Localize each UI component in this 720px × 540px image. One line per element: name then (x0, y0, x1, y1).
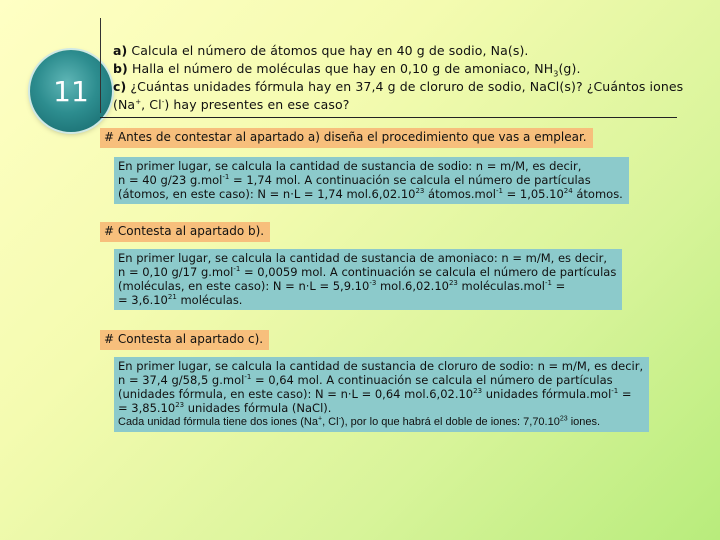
horizontal-divider (100, 117, 677, 118)
question-a: a) Calcula el número de átomos que hay en 40 g de sodio, Na(s). (113, 43, 529, 58)
answer-b: En primer lugar, se calcula la cantidad de sustancia de amoniaco: n = m/M, es decir, n = 0,10 g/17 g.mol$^{-1}$ = 0,0059 mol. A continuación se calcula el número de partículas (moléculas, en este caso): $N = n\cdot L = 5,9.10^{-3}$ mol.6,02.10$^{23}$ moléculas.mol$^{-1}$ = = $3,6.10^{21}$ moléculas. (114, 249, 622, 310)
vertical-divider (100, 18, 101, 113)
answer-a: En primer lugar, se calcula la cantidad de sustancia de sodio: n = m/M, es decir, n = 40 g/23 g.mol$^{-1}$ = 1,74 mol. A continuación se calcula el número de partículas (átomos, en este caso): N = n·L = 1,74 mol.6,02.10$^{23}$ átomos.mol$^{-1}$ = $1,05.10^{24}$ átomos. (114, 157, 629, 204)
slide-number: 11 (53, 74, 89, 108)
answer-c: En primer lugar, se calcula la cantidad de sustancia de cloruro de sodio: n = m/M, es decir, n = 37,4 g/58,5 g.mol$^{-1}$ = 0,64 mol. A continuación se calcula el número de partículas (unidades fórmula, en este caso): N = n·L = 0,64 mol.6,02.10$^{23}$ unidades fórmula.mol$^{-1}$ = = $3,85.10^{23}$ unidades fórmula (NaCl). Cada unidad fórmula tiene dos iones (Na+, Cl-), por lo que habrá el doble de iones: 7,70.10$^{23}$ iones. (114, 357, 649, 432)
question-b: b) Halla el número de moléculas que hay en 0,10 g de amoniaco, $NH_3(g)$. (113, 61, 581, 79)
prompt-c: # Contesta al apartado c). (100, 330, 269, 350)
prompt-b: # Contesta al apartado b). (100, 222, 270, 242)
question-block (113, 42, 683, 114)
prompt-a: # Antes de contestar al apartado a) diseña el procedimiento que vas a emplear. (100, 128, 593, 148)
question-c-line2: (Na+, Cl-) hay presentes en ese caso? (113, 97, 350, 112)
question-c: c) ¿Cuántas unidades fórmula hay en 37,4 g de cloruro de sodio, NaCl(s)? ¿Cuántos iones (113, 79, 684, 94)
